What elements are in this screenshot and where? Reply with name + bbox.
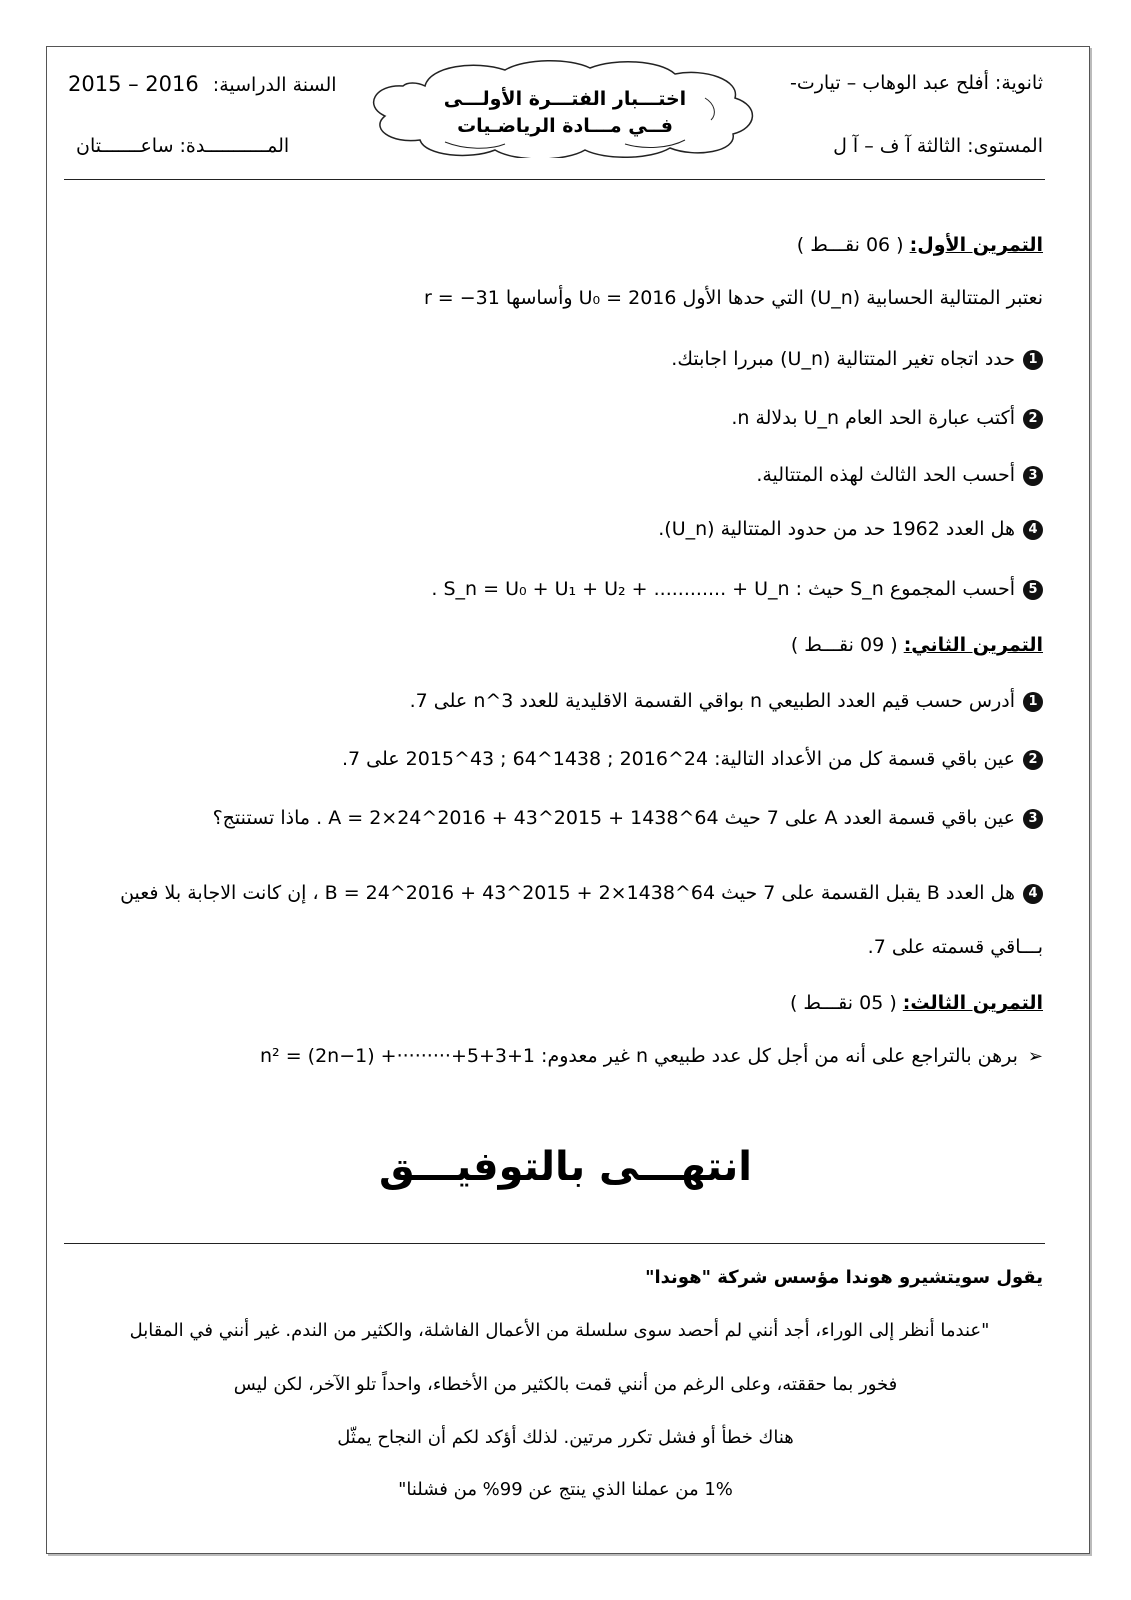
ex1-label: التمرين الأول: [909, 234, 1043, 256]
exam-title [355, 86, 775, 140]
quote-author: يقول سويتشيرو هوندا مؤسس شركة "هوندا" [645, 1267, 1043, 1288]
ex2-item-3: 3عين باقي قسمة العدد A على 7 حيث A = 2×24^2016 + 43^2015 + 1438^64 . ماذا تستنتج؟ [213, 807, 1043, 829]
header-divider [64, 179, 1045, 180]
ex1-title [797, 234, 1043, 256]
quote-line-3: هناك خطأ أو فشل تكرر مرتين. لذلك أؤكد لكم أن النجاح يمثّل [337, 1427, 794, 1448]
number-badge-5: 5 [1023, 580, 1043, 600]
quote-line-2: فخور بما حققته، وعلى الرغم من أنني قمت بالكثير من الأخطاء، واحداً تلو الآخر، لكن ليس [233, 1374, 898, 1395]
number-badge-4: 4 [1023, 520, 1043, 540]
school-year-label: السنة الدراسية: [212, 74, 337, 96]
arrow-bullet-icon: ➢ [1027, 1046, 1043, 1067]
level: المستوى: الثالثة آ ف – آ ل [833, 135, 1043, 157]
ex1-item-1: 1حدد اتجاه تغير المتتالية (U_n) مبررا اجابتك. [671, 348, 1043, 370]
school-year-value: 2015 – 2016 [68, 72, 199, 96]
duration: المـــــــــــدة: ساعـــــــتان [76, 135, 290, 157]
ex1-item-2: 2أكتب عبارة الحد العام U_n بدلالة n. [731, 407, 1043, 429]
exam-title-line2: فــي مـــادة الرياضـيات [457, 115, 673, 137]
ex1-intro: نعتبر المتتالية الحسابية (U_n) التي حدها الأول U₀ = 2016 وأساسها r = −31 [423, 287, 1043, 309]
ex2-points: ( 09 نقـــط ) [790, 634, 898, 656]
ex3-item: ➢برهن بالتراجع على أنه من أجل كل عدد طبيعي n غير معدوم: 1+3+5+·········+ (2n−1) = n² [260, 1045, 1043, 1067]
ex3-points: ( 05 نقـــط ) [789, 992, 897, 1014]
ex2-item-1: 1أدرس حسب قيم العدد الطبيعي n بواقي القسمة الاقليدية للعدد 3^n على 7. [410, 690, 1043, 712]
quote-line-4: 1% من عملنا الذي ينتج عن 99% من فشلنا" [398, 1479, 733, 1500]
ex3-label: التمرين الثالث: [902, 992, 1043, 1014]
ex1-item-3: 3أحسب الحد الثالث لهذه المتتالية. [756, 464, 1043, 486]
number-badge-2: 2 [1023, 409, 1043, 429]
number-badge-2: 2 [1023, 750, 1043, 770]
exam-title-line1: اختـــبار الفتـــرة الأولـــى [443, 88, 687, 110]
number-badge-3: 3 [1023, 809, 1043, 829]
number-badge-3: 3 [1023, 466, 1043, 486]
ex1-item-4: 4هل العدد 1962 حد من حدود المتتالية (U_n). [658, 518, 1043, 540]
closing-message: انتهـــى بالتوفيـــق [379, 1144, 752, 1190]
school-name: ثانوية: أفلح عبد الوهاب – تيارت- [789, 72, 1043, 94]
number-badge-4: 4 [1023, 884, 1043, 904]
ex1-points: ( 06 نقـــط ) [796, 234, 904, 256]
school-year [68, 72, 337, 96]
ex2-item-4: 4هل العدد B يقبل القسمة على 7 حيث B = 24^2016 + 43^2015 + 2×1438^64 ، إن كانت الاجابة بلا فعين بـــاقي قسمته على 7. [120, 882, 1043, 958]
number-badge-1: 1 [1023, 350, 1043, 370]
ex2-title [791, 634, 1043, 656]
ex3-title [790, 992, 1043, 1014]
quote-line-1: "عندما أنظر إلى الوراء، أجد أنني لم أحصد سوى سلسلة من الأعمال الفاشلة، والكثير من الندم. غير أنني في المقابل [129, 1320, 990, 1341]
number-badge-1: 1 [1023, 692, 1043, 712]
ex2-item-2: 2عين باقي قسمة كل من الأعداد التالية: 24^2016 ; 1438^64 ; 43^2015 على 7. [342, 748, 1043, 770]
footer-divider [64, 1243, 1045, 1244]
ex2-label: التمرين الثاني: [903, 634, 1043, 656]
ex1-item-5: 5أحسب المجموع S_n حيث : S_n = U₀ + U₁ + U₂ + ............ + U_n . [431, 578, 1043, 600]
